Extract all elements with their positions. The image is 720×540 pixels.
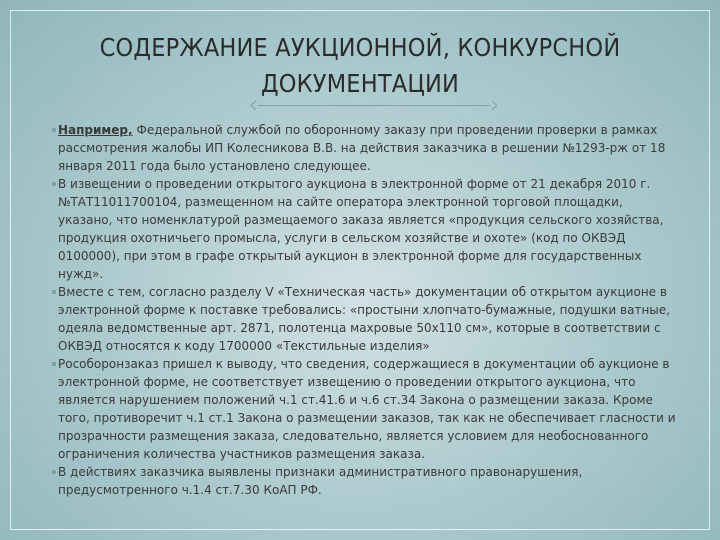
title-underline-ornament	[258, 105, 490, 106]
paragraph-2-text: В извещении о проведении открытого аукциона в электронной форме от 21 декабря 2010 г. №ТАТ11011700104, размещенном на сайте оператора электронной торговой площадки, указано, что номенклатурой размещаемого заказа является «продукция сельского хозяйства, продукция охотничьего промысла, услуги в сельском хозяйстве и охоте» (код по ОКВЭД 0100000), при этом в графе открытый аукцион в электронной форме для государственных нужд».	[58, 177, 664, 281]
paragraph-4-text: Рособоронзаказ пришел к выводу, что сведения, содержащиеся в документации об аукционе в электронной форме, не соответствует извещению о проведении открытого аукциона, что является нарушением положений ч.1 ст.41.6 и ч.6 ст.34 Закона о размещении заказа. Кроме того, противоречит ч.1 ст.1 Закона о размещении заказов, так как не обеспечивает гласности и прозрачности размещения заказа, следовательно, является условием для необоснованного ограничения количества участников размещения заказа.	[58, 357, 676, 461]
slide-title	[30, 30, 690, 102]
paragraph-4	[58, 355, 678, 463]
slide-body	[58, 121, 678, 499]
paragraph-5-text: В действиях заказчика выявлены признаки административного правонарушения, предусмотренного ч.1.4 ст.7.30 КоАП РФ.	[58, 465, 583, 497]
paragraph-1-text: Федеральной службой по оборонному заказу при проведении проверки в рамках рассмотрения жалобы ИП Колесникова В.В. на действия заказчика в решении №1293-рж от 18 января 2011 года было установлено следующее.	[58, 123, 666, 173]
paragraph-1-lead: Например,	[58, 123, 133, 137]
bullet-marker	[52, 128, 56, 132]
frame-top-line	[10, 10, 710, 11]
bullet-marker	[52, 362, 56, 366]
paragraph-3-text: Вместе с тем, согласно разделу V «Техническая часть» документации об открытом аукционе в электронной форме к поставке требовались: «простыни хлопчато-бумажные, подушки ватные, одеяла ведомственные арт. 2871, полотенца махровые 50х110 см», которые в соответствии с ОКВЭД относятся к коду 1700000 «Текстильные изделия»	[58, 285, 670, 353]
paragraph-3	[58, 283, 678, 355]
paragraph-5	[58, 463, 678, 499]
paragraph-1	[58, 121, 678, 175]
slide-title-line-2: ДОКУМЕНТАЦИИ	[260, 69, 460, 98]
slide-title-line-1: СОДЕРЖАНИЕ АУКЦИОННОЙ, КОНКУРСНОЙ	[99, 33, 621, 62]
bullet-marker	[52, 182, 56, 186]
bullet-marker	[52, 470, 56, 474]
bullet-marker	[52, 290, 56, 294]
paragraph-2	[58, 175, 678, 283]
frame-bottom-line	[10, 529, 710, 530]
